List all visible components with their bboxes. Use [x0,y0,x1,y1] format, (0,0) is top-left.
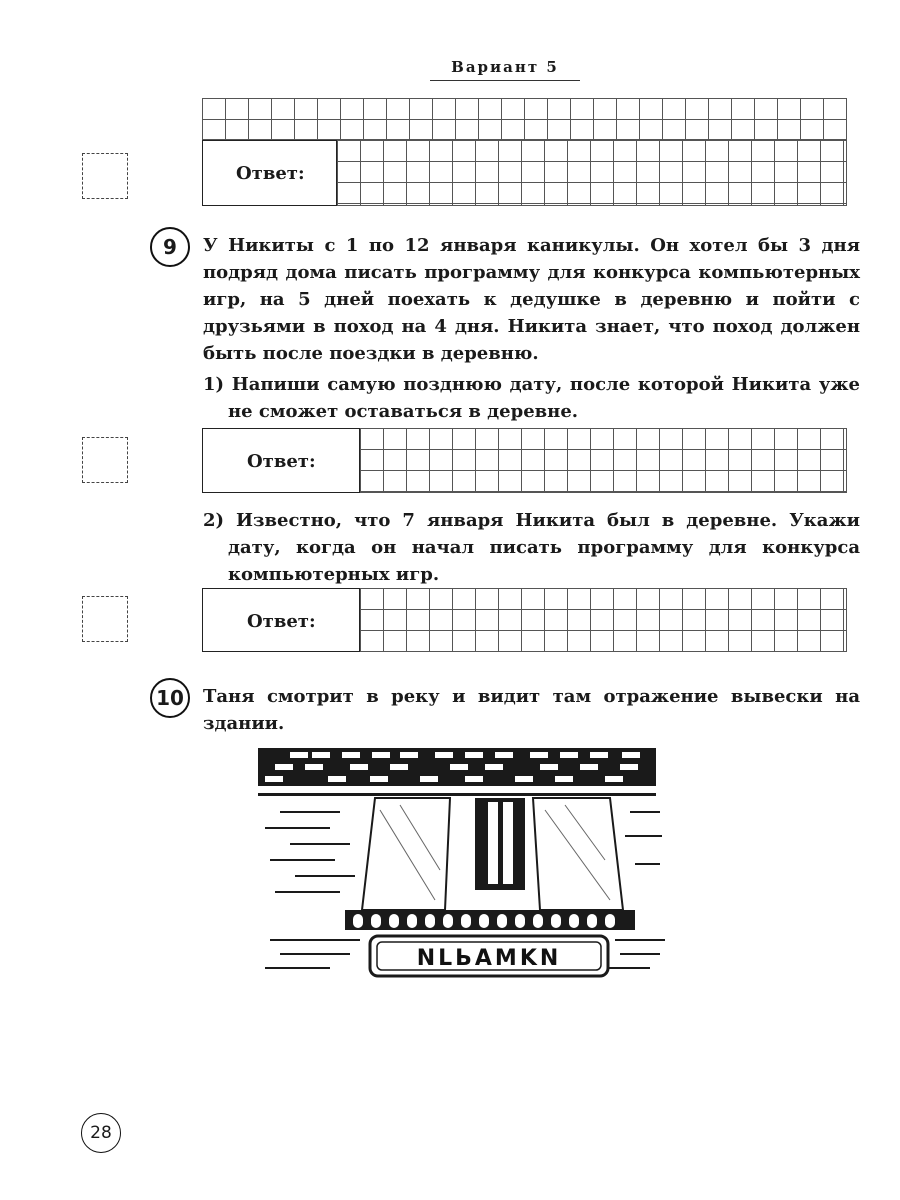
answer-box-top [202,140,337,206]
task10-text: Таня смотрит в реку и видит там отражение вывески на здании. [203,686,860,734]
task-number-10: 10 [150,678,190,718]
answer-label: Ответ: [247,611,316,632]
task-number-9: 9 [150,227,190,267]
score-box-9-1[interactable] [82,437,128,483]
answer-box-9-1 [202,428,360,493]
answer-box-9-2 [202,588,360,652]
building-reflection-illustration [250,740,670,990]
score-box-9-2[interactable] [82,596,128,642]
page-number: 28 [81,1113,121,1153]
header-underline [430,80,580,81]
answer-grid-9-2[interactable] [360,588,847,652]
sign-text: NLЬAMKN [416,946,562,971]
answer-label: Ответ: [247,451,316,472]
task9-text: У Никиты с 1 по 12 января каникулы. Он хотел бы 3 дня подряд дома писать программу для конкурса компьютерных игр, на 5 дней поехать к дедушке в деревню и пойти с друзьями в поход на 4 дня. Никита знает, что поход должен быть после поездки в деревню. [203,235,860,364]
variant-header: Вариант 5 [451,58,559,76]
task9-question-1: 1) Напиши самую позднюю дату, после которой Никита уже не сможет оставаться в деревне. [203,374,860,422]
answer-grid-top[interactable] [337,140,847,206]
answer-grid-9-1[interactable] [360,428,847,493]
score-box-top[interactable] [82,153,128,199]
task9-question-2: 2) Известно, что 7 января Никита был в деревне. Укажи дату, когда он начал писать программу для конкурса компьютерных игр. [203,510,860,585]
answer-label: Ответ: [236,163,305,184]
answer-grid-top-upper[interactable] [202,98,847,140]
